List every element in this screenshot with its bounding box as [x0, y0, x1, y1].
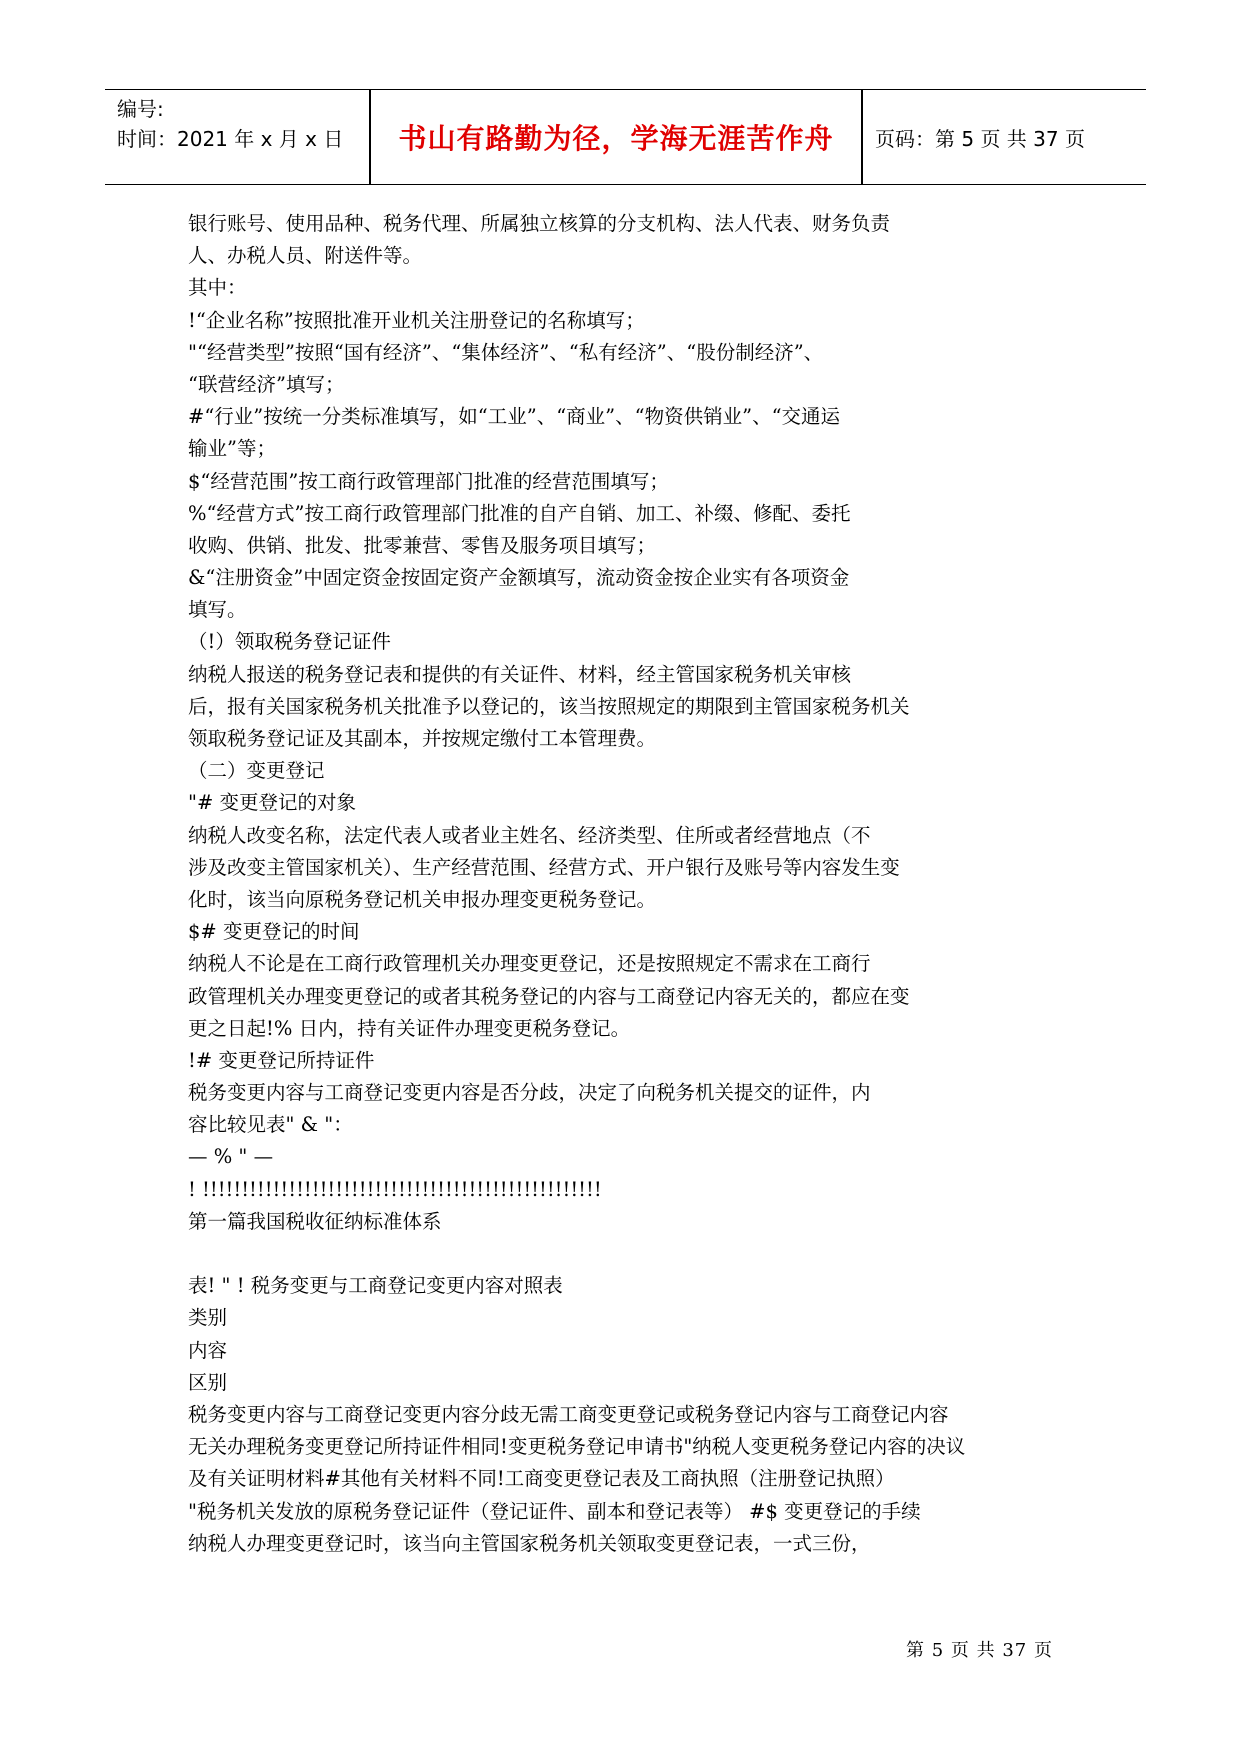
text-line: 纳税人改变名称，法定代表人或者业主姓名、经济类型、住所或者经营地点（不: [188, 823, 871, 847]
text-line: [188, 1238, 1068, 1270]
text-line: 税务变更内容与工商登记变更内容分歧无需工商变更登记或税务登记内容与工商登记内容: [188, 1402, 949, 1426]
text-line: 涉及改变主管国家机关）、生产经营范围、经营方式、开户银行及账号等内容发生变: [188, 855, 900, 879]
text-line: 纳税人不论是在工商行政管理机关办理变更登记，还是按照规定不需求在工商行: [188, 952, 871, 976]
text-line: 填写。: [188, 598, 247, 622]
text-line: "“经营类型”按照“国有经济”、“集体经济”、“私有经济”、“股份制经济”、: [188, 340, 824, 364]
text-line: $“经营范围”按工商行政管理部门批准的经营范围填写；: [188, 469, 669, 493]
text-line: $# 变更登记的时间: [188, 920, 360, 944]
text-line: 无关办理税务变更登记所持证件相同!变更税务登记申请书"纳税人变更税务登记内容的决议: [188, 1435, 966, 1459]
text-line: #“行业”按统一分类标准填写，如“工业”、“商业”、“物资供销业”、“交通运: [188, 405, 841, 429]
text-line: 政管理机关办理变更登记的或者其税务登记的内容与工商登记内容无关的，都应在变: [188, 984, 910, 1008]
text-line: 表! " ! 税务变更与工商登记变更内容对照表: [188, 1274, 563, 1298]
text-line: ! !!!!!!!!!!!!!!!!!!!!!!!!!!!!!!!!!!!!!!!!!!!!!!!!!!!: [188, 1177, 602, 1201]
text-line: 纳税人报送的税务登记表和提供的有关证件、材料，经主管国家税务机关审核: [188, 662, 852, 686]
text-line: （二）变更登记: [188, 759, 325, 783]
text-line: 税务变更内容与工商登记变更内容是否分歧，决定了向税务机关提交的证件，内: [188, 1081, 871, 1105]
page-header: [105, 89, 1146, 185]
text-line: "税务机关发放的原税务登记证件（登记证件、副本和登记表等） #$ 变更登记的手续: [188, 1499, 921, 1523]
text-line: 内容: [188, 1338, 228, 1362]
document-time-label: 时间：2021 年 x 月 x 日: [117, 127, 344, 151]
text-line: !# 变更登记所持证件: [188, 1048, 375, 1072]
text-line: 第一篇我国税收征纳标准体系: [188, 1209, 442, 1233]
text-line: %“经营方式”按工商行政管理部门批准的自产自销、加工、补缀、修配、委托: [188, 501, 851, 525]
text-line: 输业”等；: [188, 437, 276, 461]
header-page-info: 页码：第 5 页 共 37 页: [875, 126, 1085, 151]
document-body: [188, 208, 1068, 1560]
text-line: 人、办税人员、附送件等。: [188, 244, 423, 268]
header-motto: 书山有路勤为径，学海无涯苦作舟: [398, 122, 834, 155]
text-line: 收购、供销、批发、批零兼营、零售及服务项目填写；: [188, 533, 657, 557]
text-line: 其中：: [188, 276, 247, 300]
header-meta: [117, 94, 343, 154]
text-line: "# 变更登记的对象: [188, 791, 357, 815]
text-line: 类别: [188, 1306, 228, 1330]
text-line: 化时，该当向原税务登记机关申报办理变更税务登记。: [188, 887, 657, 911]
text-line: 纳税人办理变更登记时，该当向主管国家税务机关领取变更登记表，一式三份，: [188, 1531, 871, 1555]
text-line: 及有关证明材料#其他有关材料不同!工商变更登记表及工商执照（注册登记执照）: [188, 1467, 895, 1491]
text-line: 容比较见表" & "：: [188, 1113, 353, 1137]
text-line: （!）领取税务登记证件: [188, 630, 391, 654]
text-line: !“企业名称”按照批准开业机关注册登记的名称填写；: [188, 308, 645, 332]
text-line: &“注册资金”中固定资金按固定资产金额填写，流动资金按企业实有各项资金: [188, 566, 850, 590]
text-line: 区别: [188, 1370, 228, 1394]
text-line: “联营经济”填写；: [188, 372, 345, 396]
document-number-label: 编号:: [117, 97, 164, 121]
text-line: — % " —: [188, 1145, 274, 1169]
text-line: 后，报有关国家税务机关批准予以登记的，该当按照规定的期限到主管国家税务机关: [188, 694, 910, 718]
text-line: 银行账号、使用品种、税务代理、所属独立核算的分支机构、法人代表、财务负责: [188, 212, 891, 235]
text-line: 更之日起!% 日内，持有关证件办理变更税务登记。: [188, 1016, 631, 1040]
header-divider: [861, 90, 863, 184]
page-footer: 第 5 页 共 37 页: [906, 1640, 1053, 1661]
text-line: 领取税务登记证及其副本，并按规定缴付工本管理费。: [188, 727, 657, 750]
